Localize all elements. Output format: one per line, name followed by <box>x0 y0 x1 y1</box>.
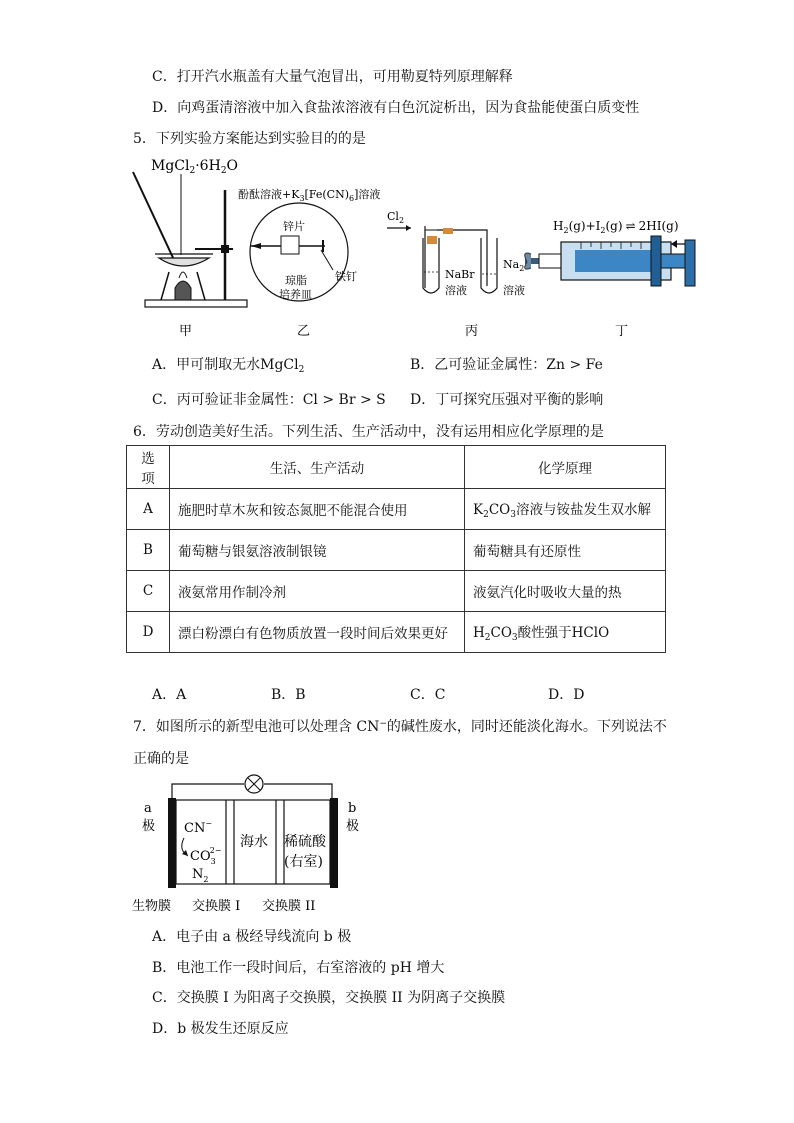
fig-jia-reagent: $MgCl_2\cdot 6H_2O$ <box>151 158 239 176</box>
header-option: 选项 <box>127 446 170 489</box>
svg-text:溶液: 溶液 <box>503 284 525 297</box>
fig-bing-left-solution: NaBr <box>445 268 475 281</box>
header-activity: 生活、生产活动 <box>170 446 465 489</box>
q7-option-d: D．b 极发生还原反应 <box>152 1021 289 1037</box>
fig-yi-caption: 乙 <box>297 324 311 339</box>
q5-option-c: C．丙可验证非金属性：Cl > Br > S <box>152 392 386 408</box>
fig-ding-caption: 丁 <box>615 324 629 339</box>
svg-text:极: 极 <box>142 819 156 834</box>
q5-stem: 5．下列实验方案能达到实验目的的是 <box>133 131 366 147</box>
fig-yi-agar: 琼脂 <box>285 274 307 287</box>
table-header-row <box>127 446 666 489</box>
q5-option-d: D．丁可探究压强对平衡的影响 <box>410 392 604 408</box>
carbonate-ion-label: $CO_32-$ <box>190 846 222 866</box>
membrane-1-label: 交换膜 I <box>192 899 241 914</box>
membrane-2-label: 交换膜 II <box>262 899 316 914</box>
cn-ion-label: CN− <box>184 819 213 836</box>
q7-stem-line1: 7．如图所示的新型电池可以处理含 CN−的碱性废水，同时还能淡化海水。下列说法不 <box>133 719 667 735</box>
fig-bing-gas: $Cl_2$ <box>387 210 405 225</box>
biofilm-label: 生物膜 <box>132 899 172 914</box>
q7-stem-line2: 正确的是 <box>133 751 189 767</box>
q6-answer-d: D．D <box>548 687 585 703</box>
fig-yi-top-label: 酚酞溶液$+K_3[Fe(CN)_6]$溶液 <box>238 188 381 203</box>
electrode-b <box>330 798 338 888</box>
svg-text:极: 极 <box>346 819 360 834</box>
fig-bing-caption: 丙 <box>465 324 479 339</box>
q6-table <box>126 445 666 653</box>
table-row: D 漂白粉漂白有色物质放置一段时间后效果更好 $H_2CO_3$酸性强于HClO <box>127 612 666 653</box>
electrode-a <box>168 798 176 888</box>
table-row: B 葡萄糖与银氨溶液制银镜 葡萄糖具有还原性 <box>127 530 666 571</box>
fig-bing-right-solution: $Na_2$ <box>503 258 525 273</box>
header-principle: 化学原理 <box>465 446 666 489</box>
q7-battery-figure <box>130 772 380 920</box>
nitrogen-label: $N_2$ <box>192 867 209 884</box>
fig-jia-caption: 甲 <box>179 324 193 339</box>
fig-yi-dish: 培养皿 <box>279 288 312 301</box>
q6-stem: 6．劳动创造美好生活。下列生活、生产活动中，没有运用相应化学原理的是 <box>133 424 604 440</box>
q4-option-c: C．打开汽水瓶盖有大量气泡冒出，可用勒夏特列原理解释 <box>152 69 513 85</box>
fig-jia <box>133 158 247 339</box>
q7-option-a: A．电子由 a 极经导线流向 b 极 <box>152 929 352 945</box>
fig-ding <box>525 219 695 339</box>
q5-apparatus-figures <box>125 150 715 345</box>
table-row: C 液氨常用作制冷剂 液氨汽化时吸收大量的热 <box>127 571 666 612</box>
q7-option-b: B．电池工作一段时间后，右室溶液的 pH 增大 <box>152 960 445 976</box>
q6-answer-b: B．B <box>271 687 306 703</box>
q5-option-a: A．甲可制取无水MgCl$_2$ <box>152 357 305 375</box>
fig-bing <box>387 210 532 339</box>
svg-text:溶液: 溶液 <box>445 284 467 297</box>
electrode-a-label: a <box>144 801 152 816</box>
seawater-label: 海水 <box>240 834 268 850</box>
q6-answer-c: C．C <box>410 687 446 703</box>
fig-yi-zinc: 锌片 <box>283 220 305 233</box>
fig-yi-nail: 铁钉 <box>335 270 357 283</box>
acid-label: 稀硫酸 <box>284 834 326 850</box>
electrode-b-label: b <box>348 801 357 816</box>
fig-ding-equation: $H_2(g)+I_2(g)$ ⇌ 2HI(g) <box>553 219 679 235</box>
table-row: A 施肥时草木灰和铵态氮肥不能混合使用 $K_2CO_3$溶液与铵盐发生双水解 <box>127 489 666 530</box>
q5-option-b: B．乙可验证金属性：Zn > Fe <box>410 357 603 373</box>
q4-option-d: D．向鸡蛋清溶液中加入食盐浓溶液有白色沉淀析出，因为食盐能使蛋白质变性 <box>152 100 640 116</box>
q6-answer-a: A．A <box>152 687 187 703</box>
svg-text:(右室): (右室) <box>284 854 323 870</box>
fig-yi <box>238 187 380 339</box>
q7-option-c: C．交换膜 I 为阳离子交换膜，交换膜 II 为阴离子交换膜 <box>152 990 506 1006</box>
